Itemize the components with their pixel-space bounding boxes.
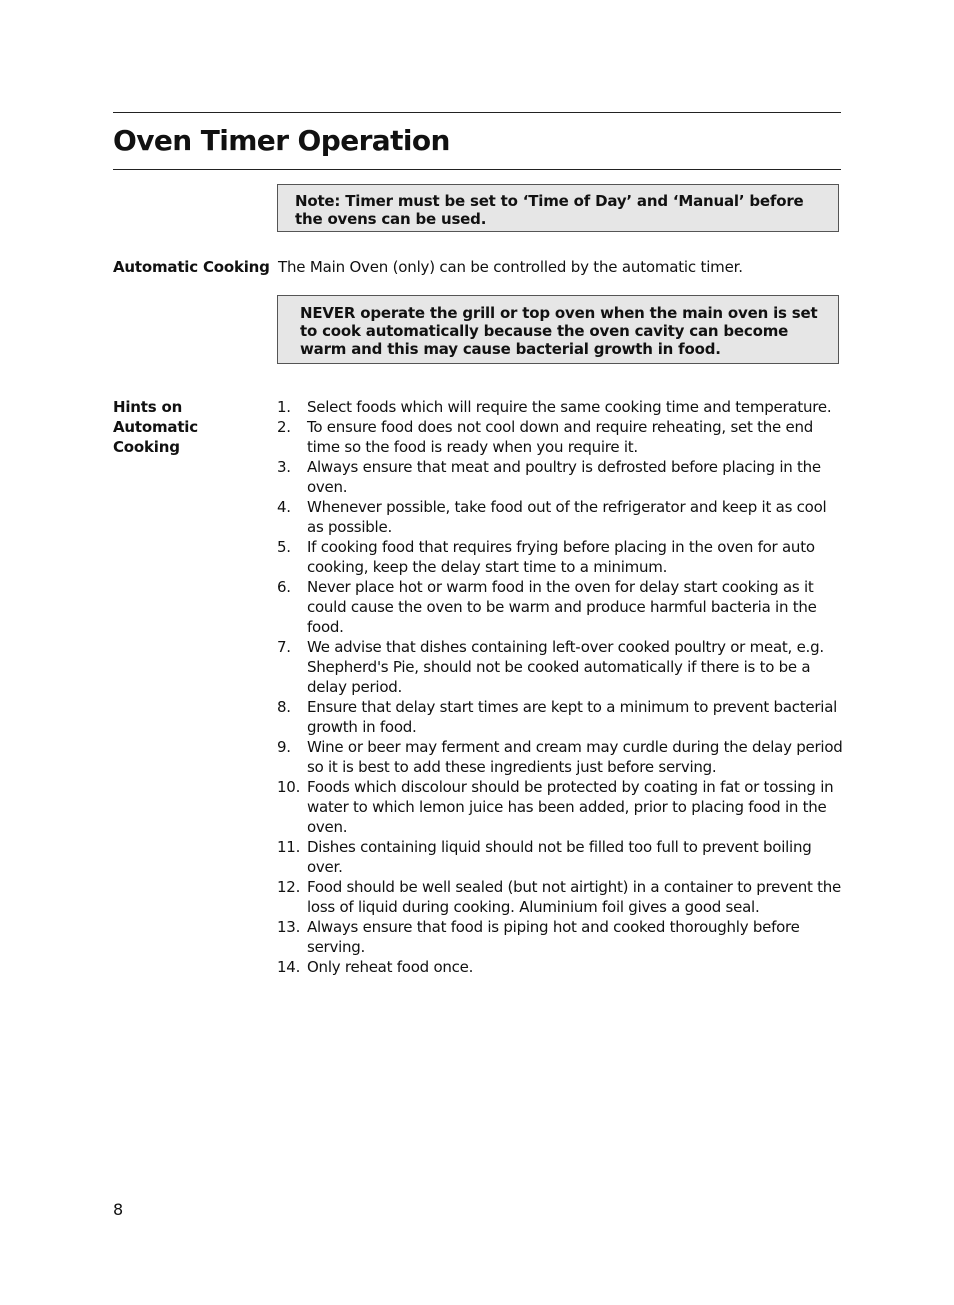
list-item-text: Whenever possible, take food out of the refrigerator and keep it as cool as possible.: [307, 498, 827, 536]
list-item-number: 12.: [277, 878, 301, 896]
list-item: [277, 397, 843, 417]
list-item: [277, 737, 843, 777]
warning-box: [277, 295, 839, 364]
list-item: [277, 417, 843, 457]
list-item-text: If cooking food that requires frying before placing in the oven for auto cooking, keep the delay start time to a minimum.: [307, 538, 815, 576]
list-item-number: 1.: [277, 398, 291, 416]
hints-list: [277, 397, 843, 977]
list-item-text: Foods which discolour should be protected by coating in fat or tossing in water to which lemon juice has been added, prior to placing food in the oven.: [307, 778, 834, 836]
list-item-number: 3.: [277, 458, 291, 476]
list-item-number: 8.: [277, 698, 291, 716]
list-item-number: 11.: [277, 838, 301, 856]
list-item-text: Always ensure that meat and poultry is defrosted before placing in the oven.: [307, 458, 821, 496]
list-item-text: Never place hot or warm food in the oven for delay start cooking as it could cause the oven to be warm and produce harmful bacteria in the food.: [307, 578, 817, 636]
page-number: 8: [113, 1200, 124, 1219]
list-item-text: Food should be well sealed (but not airtight) in a container to prevent the loss of liquid during cooking. Aluminium foil gives a good seal.: [307, 878, 841, 916]
list-item: [277, 777, 843, 837]
list-item-text: Always ensure that food is piping hot and cooked thoroughly before serving.: [307, 918, 800, 956]
list-item-number: 9.: [277, 738, 291, 756]
list-item: [277, 917, 843, 957]
list-item-text: Wine or beer may ferment and cream may curdle during the delay period so it is best to add these ingredients just before serving.: [307, 738, 843, 776]
list-item: [277, 837, 843, 877]
list-item-number: 6.: [277, 578, 291, 596]
list-item: [277, 957, 843, 977]
list-item-text: To ensure food does not cool down and require reheating, set the end time so the food is ready when you require it.: [307, 418, 814, 456]
title-rule: [113, 169, 841, 170]
list-item-text: We advise that dishes containing left-over cooked poultry or meat, e.g. Shepherd's Pie, should not be cooked automatically if there is to be a delay period.: [307, 638, 824, 696]
list-item-text: Only reheat food once.: [307, 958, 474, 976]
list-item: [277, 497, 843, 537]
timer-note-box: [277, 184, 839, 232]
list-item: [277, 457, 843, 497]
list-item: [277, 537, 843, 577]
list-item: [277, 577, 843, 637]
list-item-number: 10.: [277, 778, 301, 796]
page-title: Oven Timer Operation: [113, 124, 450, 157]
list-item: [277, 697, 843, 737]
top-rule: [113, 112, 841, 113]
list-item-number: 14.: [277, 958, 301, 976]
list-item-text: Ensure that delay start times are kept to a minimum to prevent bacterial growth in food.: [307, 698, 838, 736]
automatic-cooking-text: The Main Oven (only) can be controlled by the automatic timer.: [278, 258, 743, 276]
warning-text: NEVER operate the grill or top oven when the main oven is set to cook automatically because the oven cavity can become warm and this may cause bacterial growth in food.: [300, 304, 818, 358]
list-item: [277, 637, 843, 697]
list-item-number: 5.: [277, 538, 291, 556]
list-item: [277, 877, 843, 917]
list-item-number: 2.: [277, 418, 291, 436]
hints-label: Hints on Automatic Cooking: [113, 398, 198, 456]
list-item-number: 13.: [277, 918, 301, 936]
timer-note-text: Note: Timer must be set to ‘Time of Day’ and ‘Manual’ before the ovens can be used.: [295, 192, 804, 228]
list-item-text: Dishes containing liquid should not be filled too full to prevent boiling over.: [307, 838, 812, 876]
list-item-number: 4.: [277, 498, 291, 516]
list-item-number: 7.: [277, 638, 291, 656]
list-item-text: Select foods which will require the same cooking time and temperature.: [307, 398, 832, 416]
automatic-cooking-label: Automatic Cooking: [113, 258, 270, 276]
